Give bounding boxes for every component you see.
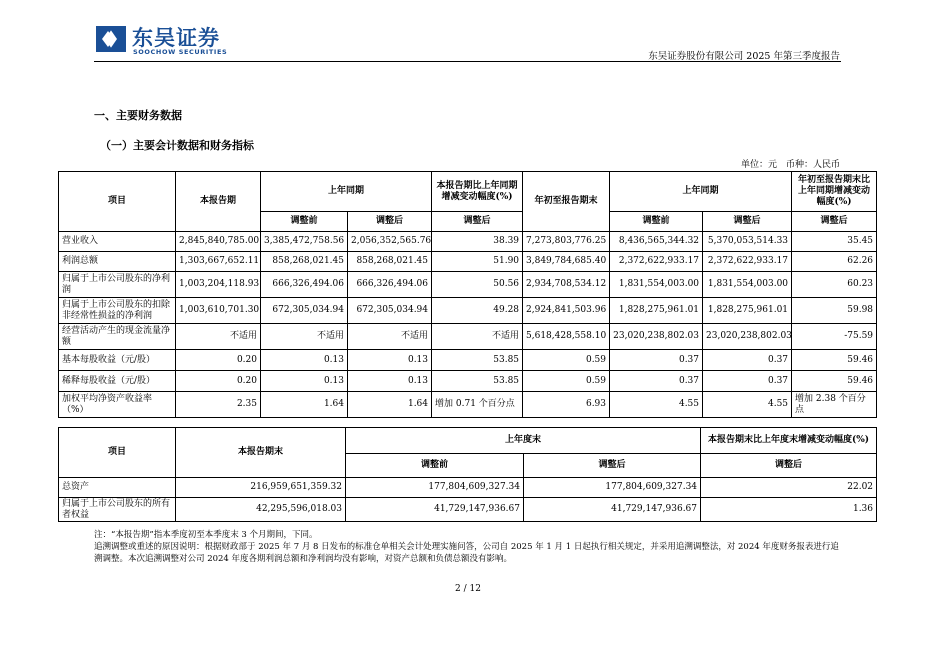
header-change-period: 本报告期比上年同期增减变动幅度(%) (432, 172, 523, 212)
cell: 23,020,238,802.03 (703, 324, 792, 350)
cell: 23,020,238,802.03 (610, 324, 703, 350)
cell: 177,804,609,327.34 (346, 478, 524, 498)
header-before-adj: 调整前 (346, 454, 524, 478)
cell: 0.37 (610, 350, 703, 371)
cell: 50.56 (432, 272, 523, 298)
cell: 59.98 (792, 298, 877, 324)
row-label: 稀释每股收益（元/股） (59, 371, 176, 392)
logo-chinese-name: 东吴证券 (132, 26, 220, 50)
cell: 41,729,147,936.67 (346, 498, 524, 522)
company-logo (94, 22, 234, 58)
logo-english-name: SOOCHOW SECURITIES (133, 48, 228, 56)
cell: 7,273,803,776.25 (523, 232, 610, 252)
cell: 增加 0.71 个百分点 (432, 392, 523, 418)
cell: 858,268,021.45 (348, 252, 432, 272)
cell: 0.20 (176, 371, 261, 392)
table-row (59, 298, 877, 324)
cell: 2.35 (176, 392, 261, 418)
cell: 1,003,204,118.93 (176, 272, 261, 298)
header-current-period: 本报告期 (176, 172, 261, 232)
cell: 2,372,622,933.17 (610, 252, 703, 272)
cell: 59.46 (792, 350, 877, 371)
row-label: 归属于上市公司股东的扣除非经常性损益的净利润 (59, 298, 176, 324)
header-prior-ytd: 上年同期 (610, 172, 792, 212)
cell: 59.46 (792, 371, 877, 392)
page-number: 2 / 12 (455, 584, 481, 594)
soochow-logo-icon (94, 24, 128, 54)
cell: 60.23 (792, 272, 877, 298)
cell: 1,831,554,003.00 (610, 272, 703, 298)
cell: 0.59 (523, 350, 610, 371)
cell: 666,326,494.06 (261, 272, 348, 298)
table-row (59, 478, 877, 498)
cell: 666,326,494.06 (348, 272, 432, 298)
table-header-row (59, 428, 877, 454)
cell: 2,924,841,503.96 (523, 298, 610, 324)
key-financial-data-table (58, 171, 877, 418)
header-change-ytd: 年初至报告期末比上年同期增减变动幅度(%) (792, 172, 877, 212)
header-current-end: 本报告期末 (176, 428, 346, 478)
cell: 177,804,609,327.34 (524, 478, 701, 498)
cell: 2,845,840,785.00 (176, 232, 261, 252)
cell: 62.26 (792, 252, 877, 272)
cell: 42,295,596,018.03 (176, 498, 346, 522)
table-row (59, 350, 877, 371)
note-period-definition: 注：“本报告期”指本季度初至本季度末 3 个月期间，下同。 (94, 530, 318, 540)
cell: 0.20 (176, 350, 261, 371)
cell: 1.64 (348, 392, 432, 418)
table-row (59, 272, 877, 298)
table-row (59, 371, 877, 392)
header-divider (94, 61, 841, 62)
cell: 3,385,472,758.56 (261, 232, 348, 252)
cell: 0.37 (610, 371, 703, 392)
row-label: 基本每股收益（元/股） (59, 350, 176, 371)
cell: 672,305,034.94 (261, 298, 348, 324)
cell: 38.39 (432, 232, 523, 252)
cell: 不适用 (432, 324, 523, 350)
cell: 49.28 (432, 298, 523, 324)
table-header-row (59, 172, 877, 212)
cell: 0.37 (703, 371, 792, 392)
note-restatement-reason: 追溯调整或重述的原因说明：根据财政部于 2025 年 7 月 8 日发布的标准仓单相关会计处理实施问答，公司自 2025 年 1 月 1 日起执行相关规定，并采用追溯调整法，对 2024 年度财务报表进行追溯调整。本次追溯调整对公司 2024 年度各期利润总额和净利润均没有影响，对资产总额和负债总额没有影响。 (94, 542, 839, 564)
cell: 2,372,622,933.17 (703, 252, 792, 272)
cell: 858,268,021.45 (261, 252, 348, 272)
cell: 1.64 (261, 392, 348, 418)
cell: 51.90 (432, 252, 523, 272)
cell: 0.13 (261, 371, 348, 392)
cell: 22.02 (701, 478, 877, 498)
cell: 1,303,667,652.11 (176, 252, 261, 272)
cell: 3,849,784,685.40 (523, 252, 610, 272)
balance-sheet-table (58, 427, 877, 522)
cell: 1,003,610,701.30 (176, 298, 261, 324)
header-prior-period: 上年同期 (261, 172, 432, 212)
subsection-title: （一）主要会计数据和财务指标 (100, 139, 254, 152)
row-label: 营业收入 (59, 232, 176, 252)
cell: 4.55 (703, 392, 792, 418)
cell: 0.13 (348, 350, 432, 371)
row-label: 加权平均净资产收益率（%） (59, 392, 176, 418)
table-row (59, 252, 877, 272)
header-prior-year-end: 上年度末 (346, 428, 701, 454)
table-row (59, 498, 877, 522)
header-after-adj: 调整后 (792, 212, 877, 232)
header-change: 本报告期末比上年度末增减变动幅度(%) (701, 428, 877, 454)
cell: 0.13 (348, 371, 432, 392)
cell: 53.85 (432, 350, 523, 371)
cell: 53.85 (432, 371, 523, 392)
cell: 41,729,147,936.67 (524, 498, 701, 522)
cell: 2,056,352,565.76 (348, 232, 432, 252)
cell: 5,618,428,558.10 (523, 324, 610, 350)
header-after-adj: 调整后 (432, 212, 523, 232)
header-before-adj: 调整前 (610, 212, 703, 232)
cell: 35.45 (792, 232, 877, 252)
cell: 0.37 (703, 350, 792, 371)
header-after-adj: 调整后 (701, 454, 877, 478)
table-row (59, 324, 877, 350)
cell: 216,959,651,359.32 (176, 478, 346, 498)
row-label: 归属于上市公司股东的净利润 (59, 272, 176, 298)
cell: 8,436,565,344.32 (610, 232, 703, 252)
section-title: 一、主要财务数据 (94, 109, 182, 122)
cell: 1,831,554,003.00 (703, 272, 792, 298)
cell: 1.36 (701, 498, 877, 522)
cell: 4.55 (610, 392, 703, 418)
cell: 不适用 (348, 324, 432, 350)
cell: 增加 2.38 个百分点 (792, 392, 877, 418)
header-after-adj: 调整后 (348, 212, 432, 232)
notes (94, 529, 844, 565)
cell: 不适用 (261, 324, 348, 350)
header-before-adj: 调整前 (261, 212, 348, 232)
row-label: 总资产 (59, 478, 176, 498)
cell: 5,370,053,514.33 (703, 232, 792, 252)
cell: 672,305,034.94 (348, 298, 432, 324)
cell: 6.93 (523, 392, 610, 418)
header-after-adj: 调整后 (703, 212, 792, 232)
row-label: 利润总额 (59, 252, 176, 272)
cell: 0.59 (523, 371, 610, 392)
row-label: 经营活动产生的现金流量净额 (59, 324, 176, 350)
cell: -75.59 (792, 324, 877, 350)
header-item: 项目 (59, 428, 176, 478)
cell: 1,828,275,961.01 (703, 298, 792, 324)
report-title: 东吴证券股份有限公司 2025 年第三季度报告 (648, 51, 840, 62)
cell: 1,828,275,961.01 (610, 298, 703, 324)
unit-currency-line: 单位：元 币种：人民币 (740, 160, 840, 170)
row-label: 归属于上市公司股东的所有者权益 (59, 498, 176, 522)
header-after-adj: 调整后 (524, 454, 701, 478)
cell: 2,934,708,534.12 (523, 272, 610, 298)
table-row (59, 232, 877, 252)
cell: 不适用 (176, 324, 261, 350)
header-item: 项目 (59, 172, 176, 232)
table-row (59, 392, 877, 418)
cell: 0.13 (261, 350, 348, 371)
header-ytd: 年初至报告期末 (523, 172, 610, 232)
